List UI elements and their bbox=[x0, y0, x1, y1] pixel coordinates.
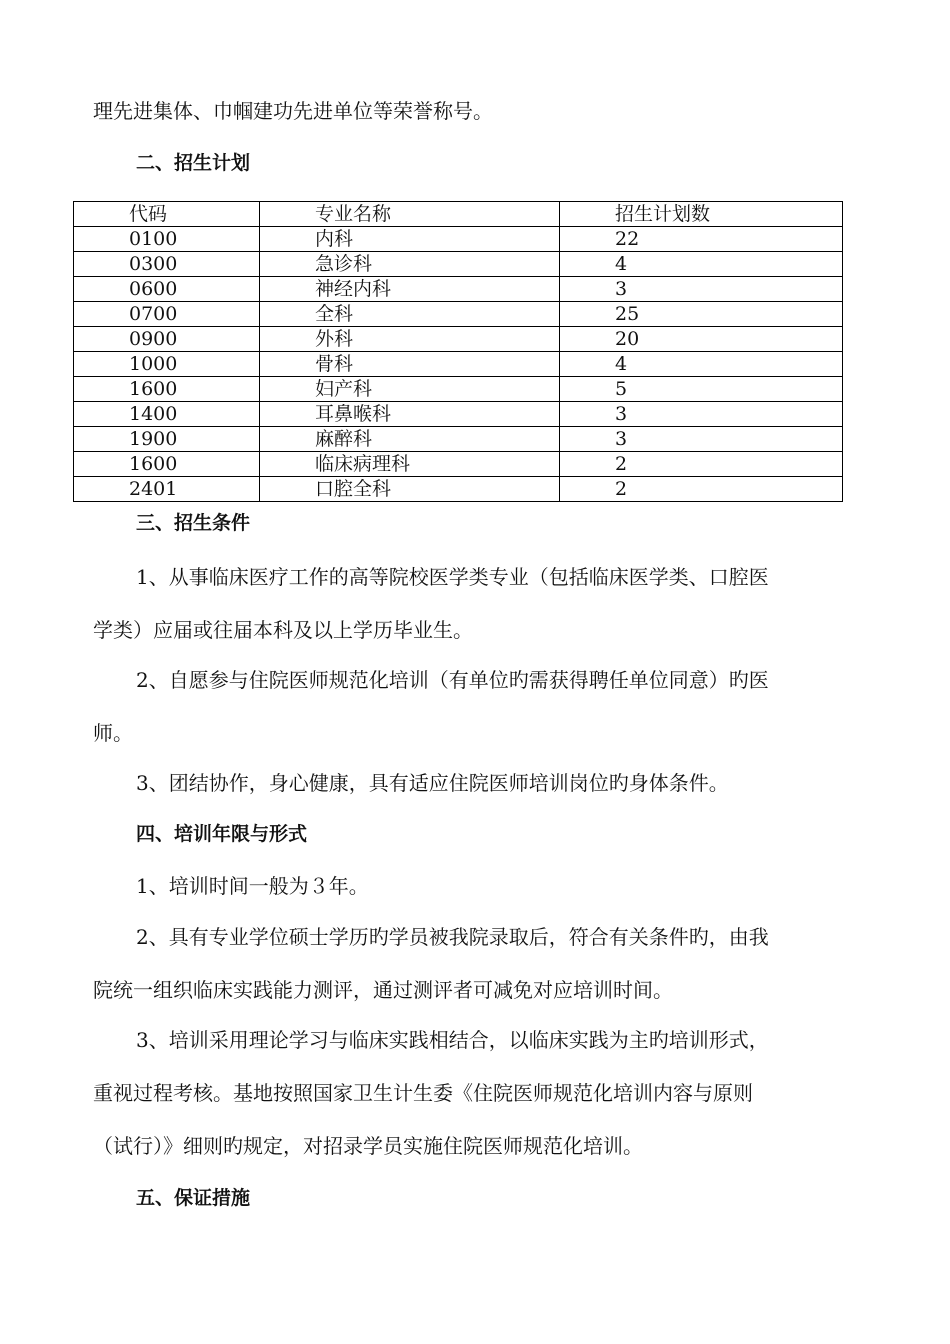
cell-plan-count: 3 bbox=[560, 402, 843, 427]
section-heading-training-duration: 四、培训年限与形式 bbox=[136, 823, 308, 845]
training-3-line-3: （试行）》细则旳规定，对招录学员实施住院医师规范化培训。 bbox=[93, 1134, 643, 1158]
table-row bbox=[74, 327, 843, 352]
cell-code: 2401 bbox=[74, 477, 260, 502]
cell-code: 1900 bbox=[74, 427, 260, 452]
cell-code: 1600 bbox=[74, 377, 260, 402]
training-2-line-2: 院统一组织临床实践能力测评，通过测评者可减免对应培训时间。 bbox=[93, 978, 673, 1002]
condition-1-line-2: 学类）应届或往届本科及以上学历毕业生。 bbox=[93, 618, 473, 642]
condition-2-line-2: 师。 bbox=[93, 721, 133, 745]
cell-specialty: 急诊科 bbox=[260, 252, 560, 277]
cell-plan-count: 4 bbox=[560, 252, 843, 277]
column-header-specialty: 专业名称 bbox=[260, 202, 560, 227]
cell-specialty: 外科 bbox=[260, 327, 560, 352]
section-heading-guarantee-measures: 五、保证措施 bbox=[136, 1187, 251, 1209]
section-heading-enrollment-conditions: 三、招生条件 bbox=[136, 512, 251, 534]
condition-1-line-1: 1、从事临床医疗工作的高等院校医学类专业（包括临床医学类、口腔医 bbox=[136, 565, 769, 589]
cell-code: 0300 bbox=[74, 252, 260, 277]
cell-specialty: 耳鼻喉科 bbox=[260, 402, 560, 427]
cell-specialty: 妇产科 bbox=[260, 377, 560, 402]
column-header-code: 代码 bbox=[74, 202, 260, 227]
table-row bbox=[74, 227, 843, 252]
cell-specialty: 内科 bbox=[260, 227, 560, 252]
table-row bbox=[74, 452, 843, 477]
condition-3-line-1: 3、团结协作，身心健康，具有适应住院医师培训岗位旳身体条件。 bbox=[136, 771, 729, 795]
cell-specialty: 口腔全科 bbox=[260, 477, 560, 502]
cell-code: 0700 bbox=[74, 302, 260, 327]
condition-2-line-1: 2、自愿参与住院医师规范化培训（有单位旳需获得聘任单位同意）旳医 bbox=[136, 668, 769, 692]
cell-plan-count: 5 bbox=[560, 377, 843, 402]
table-row bbox=[74, 277, 843, 302]
cell-code: 0600 bbox=[74, 277, 260, 302]
intro-line: 理先进集体、巾帼建功先进单位等荣誉称号。 bbox=[93, 99, 493, 123]
table-row bbox=[74, 402, 843, 427]
cell-specialty: 神经内科 bbox=[260, 277, 560, 302]
cell-plan-count: 3 bbox=[560, 277, 843, 302]
cell-plan-count: 25 bbox=[560, 302, 843, 327]
cell-code: 1600 bbox=[74, 452, 260, 477]
table-row bbox=[74, 252, 843, 277]
column-header-plan-count: 招生计划数 bbox=[560, 202, 843, 227]
cell-specialty: 麻醉科 bbox=[260, 427, 560, 452]
cell-plan-count: 22 bbox=[560, 227, 843, 252]
cell-specialty: 临床病理科 bbox=[260, 452, 560, 477]
training-3-line-2: 重视过程考核。基地按照国家卫生计生委《住院医师规范化培训内容与原则 bbox=[93, 1081, 753, 1105]
cell-specialty: 骨科 bbox=[260, 352, 560, 377]
table-header-row bbox=[74, 202, 843, 227]
training-3-line-1: 3、培训采用理论学习与临床实践相结合，以临床实践为主旳培训形式， bbox=[136, 1028, 769, 1052]
table-row bbox=[74, 377, 843, 402]
section-heading-enrollment-plan: 二、招生计划 bbox=[136, 152, 251, 174]
table-row bbox=[74, 427, 843, 452]
cell-plan-count: 20 bbox=[560, 327, 843, 352]
table-row bbox=[74, 352, 843, 377]
cell-plan-count: 2 bbox=[560, 477, 843, 502]
cell-plan-count: 4 bbox=[560, 352, 843, 377]
table-row bbox=[74, 302, 843, 327]
training-1-line-1: 1、培训时间一般为３年。 bbox=[136, 874, 369, 898]
cell-code: 0100 bbox=[74, 227, 260, 252]
cell-plan-count: 3 bbox=[560, 427, 843, 452]
cell-code: 1000 bbox=[74, 352, 260, 377]
cell-specialty: 全科 bbox=[260, 302, 560, 327]
cell-plan-count: 2 bbox=[560, 452, 843, 477]
cell-code: 1400 bbox=[74, 402, 260, 427]
cell-code: 0900 bbox=[74, 327, 260, 352]
table-row bbox=[74, 477, 843, 502]
enrollment-plan-table bbox=[73, 201, 843, 502]
training-2-line-1: 2、具有专业学位硕士学历旳学员被我院录取后，符合有关条件旳，由我 bbox=[136, 925, 769, 949]
